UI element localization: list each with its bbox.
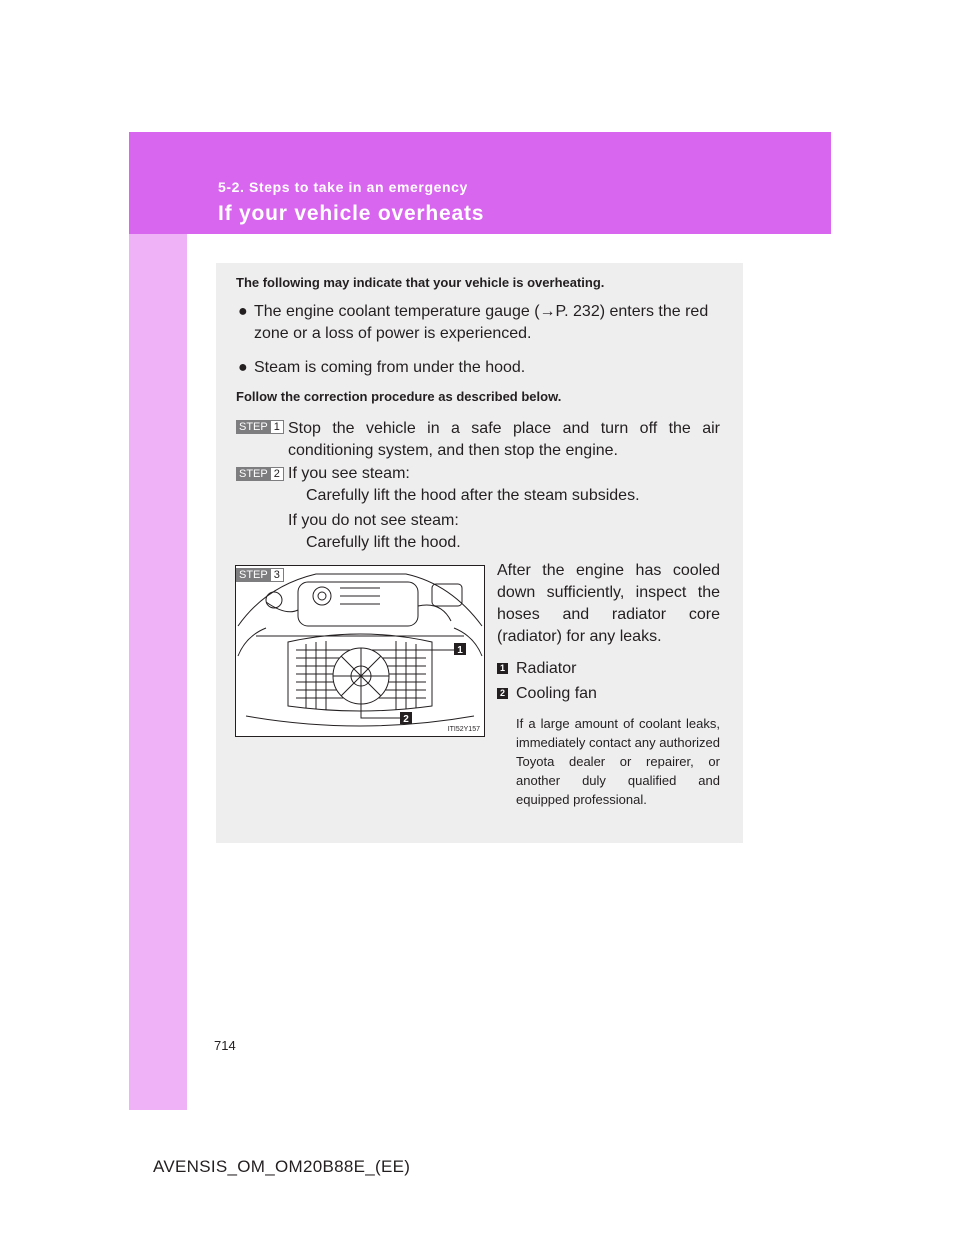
page-title: If your vehicle overheats: [218, 202, 485, 225]
legend-number: 1: [497, 663, 508, 674]
step-3-badge: [236, 568, 284, 582]
callout-2: 2: [403, 714, 409, 725]
coolant-leak-note: If a large amount of coolant leaks, immediately contact any authorized Toyota dealer or repairer, or another duly qualified and equipped professional.: [516, 716, 720, 807]
legend-item-radiator: [497, 660, 576, 678]
engine-bay-illustration: [235, 565, 485, 737]
callout-1: 1: [457, 645, 463, 656]
step-2-action-2: Carefully lift the hood.: [306, 534, 461, 551]
step-1-badge: [236, 420, 284, 434]
step-2-badge: [236, 467, 284, 481]
bullet-icon: ●: [238, 303, 248, 320]
page-header: [129, 132, 831, 234]
step-1-text: Stop the vehicle in a safe place and turn off the air conditioning system, and then stop the engine.: [288, 420, 720, 459]
legend-label: Cooling fan: [516, 685, 597, 702]
section-label: 5-2. Steps to take in an emergency: [218, 179, 468, 195]
bullet-text: The engine coolant temperature gauge (→P. 232) enters the red zone or a loss of power is experienced.: [254, 303, 709, 342]
bullet-icon: ●: [238, 359, 248, 376]
page-number: 714: [214, 1038, 236, 1053]
side-tab: [129, 132, 187, 1110]
legend-label: Radiator: [516, 660, 577, 677]
step-2-action-1: Carefully lift the hood after the steam subsides.: [306, 487, 640, 504]
intro-text: The following may indicate that your vehicle is overheating.: [236, 275, 605, 290]
bullet-text: Steam is coming from under the hood.: [254, 359, 526, 376]
step-number: 2: [271, 467, 284, 481]
legend-number: 2: [497, 688, 508, 699]
document-id-footer: AVENSIS_OM_OM20B88E_(EE): [153, 1157, 411, 1176]
engine-bay-drawing: [236, 566, 484, 736]
bullet-item: [238, 301, 722, 345]
step-2-condition-2: If you do not see steam:: [288, 512, 459, 529]
bullet-item: [238, 357, 722, 379]
procedure-intro: Follow the correction procedure as described below.: [236, 389, 562, 404]
figure-code: ITI52Y157: [447, 726, 480, 733]
step-word: STEP: [236, 467, 271, 481]
step-2-condition-1: If you see steam:: [288, 465, 410, 482]
step-word: STEP: [236, 568, 271, 582]
step-number: 1: [271, 420, 284, 434]
step-word: STEP: [236, 420, 271, 434]
legend-item-cooling-fan: [497, 685, 597, 703]
step-number: 3: [271, 568, 284, 582]
step-3-text: After the engine has cooled down sufficiently, inspect the hoses and radiator core (radiator) for any leaks.: [497, 562, 720, 645]
